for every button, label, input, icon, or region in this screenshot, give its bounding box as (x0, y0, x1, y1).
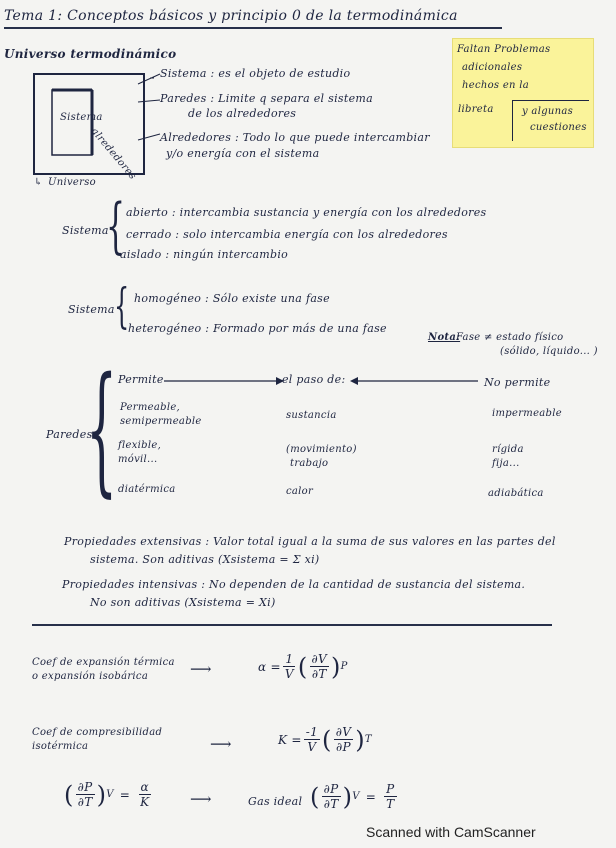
phase-note-text: Fase ≠ estado físico (456, 332, 564, 343)
kappa-dp: ∂P (336, 740, 351, 754)
walls-header-right: No permite (484, 376, 551, 389)
kappa-formula: K = $\frac{-1}{V}$ ( $\frac{\partial V}{\partial P}$ ) T (278, 725, 372, 754)
phase-homogeneo: homogéneo : Sólo existe una fase (134, 292, 330, 305)
gas-p: P (386, 782, 395, 796)
alpha-v: V (284, 667, 294, 681)
alpha-label-1: Coef de expansión térmica (32, 657, 175, 668)
def-paredes-2: de los alrededores (188, 107, 297, 120)
alpha-arrow-icon: ⟶ (190, 660, 212, 678)
note-line-2: adicionales (462, 62, 523, 73)
alpha-dv: ∂V (311, 652, 327, 666)
wall-row-1-left-1: Permeable, (120, 402, 181, 413)
kappa-lhs: K = (278, 732, 302, 747)
kappa-arrow-icon: ⟶ (210, 735, 232, 753)
phase-heterogeneo: heterogéneo : Formado por más de una fase (128, 322, 387, 335)
alpha-lhs: α = (258, 659, 281, 674)
system-phases-label: Sistema (68, 303, 115, 316)
alpha-label-2: o expansión isobárica (32, 671, 149, 682)
system-type-aislado: aislado : ningún intercambio (120, 248, 289, 261)
wall-row-2-mid-2: trabajo (290, 458, 329, 469)
walls-header-mid: el paso de: (282, 373, 346, 386)
note-boxed-2: cuestiones (530, 122, 587, 133)
kappa-dv: ∂V (335, 725, 352, 739)
wall-row-1-right: impermeable (492, 408, 562, 419)
gas-dp: ∂P (323, 782, 339, 796)
page-title: Tema 1: Conceptos básicos y principio 0 de la termodinámica (4, 8, 458, 24)
relation-arrow-icon: ⟶ (190, 790, 212, 808)
alpha-one: 1 (285, 652, 294, 666)
wall-row-2-right-1: rígida (492, 444, 524, 455)
gas-eq: = (365, 789, 377, 804)
walls-brace: { (86, 348, 118, 511)
wall-row-2-left-1: flexible, (118, 440, 162, 451)
gas-sub-v: V (352, 791, 360, 802)
scanner-watermark: Scanned with CamScanner (366, 824, 536, 840)
system-types-label: Sistema (62, 224, 109, 237)
relation-alpha: α (140, 780, 149, 794)
kappa-label-1: Coef de compresibilidad (32, 727, 163, 738)
relation-eq: = (119, 787, 131, 802)
wall-row-2-left-2: móvil... (118, 454, 158, 465)
wall-row-3-right: adiabática (488, 488, 544, 499)
title-underline (4, 27, 502, 29)
kappa-v: V (307, 740, 317, 754)
intensive-line-2: No son aditivas (Xsistema = Xi) (90, 596, 276, 609)
wall-row-2-right-2: fija... (492, 458, 520, 469)
section-divider (32, 624, 552, 626)
kappa-label-2: isotérmica (32, 741, 89, 752)
diagram-arrow-icon: ↳ (34, 177, 43, 188)
system-phases-brace: { (114, 278, 130, 334)
def-alrededores: Alrededores : Todo lo que puede intercambiar (160, 131, 430, 144)
wall-row-2-mid-1: (movimiento) (286, 444, 357, 455)
system-type-cerrado: cerrado : solo intercambia energía con los alrededores (126, 228, 448, 241)
phase-note-label: Nota: (428, 332, 461, 343)
wall-row-3-left: diatérmica (118, 484, 176, 495)
walls-header-left: Permite (118, 373, 164, 386)
diagram-label-alrededores: alrededores (88, 126, 138, 182)
extensive-line-2: sistema. Son aditivas (Xsistema = Σ xi) (90, 553, 320, 566)
relation-sub-v: V (106, 789, 114, 800)
alpha-formula: α = $\frac{1}{V}$ ( $\frac{\partial V}{\partial T}$ ) P (258, 652, 348, 681)
extensive-line-1: Propiedades extensivas : Valor total igual a la suma de sus valores en las partes del (64, 535, 556, 548)
walls-label: Paredes (46, 428, 93, 441)
note-line-1: Faltan Problemas (457, 44, 551, 55)
wall-row-1-mid: sustancia (286, 410, 337, 421)
note-line-3: hechos en la (462, 80, 530, 91)
kappa-sub-t: T (364, 734, 372, 745)
relation-dt: ∂T (77, 795, 93, 809)
def-alrededores-2: y/o energía con el sistema (166, 147, 320, 160)
gas-t: T (386, 797, 395, 811)
gas-dt: ∂T (323, 797, 339, 811)
note-line-4: libreta (458, 104, 494, 115)
def-sistema: Sistema : es el objeto de estudio (160, 67, 351, 80)
wall-row-3-mid: calor (286, 486, 314, 497)
relation-dp: ∂P (77, 780, 93, 794)
diagram-label-sistema: Sistema (60, 112, 103, 123)
diagram-label-universo: Universo (48, 177, 96, 188)
gas-ideal-formula: ( $\frac{\partial P}{\partial T}$ ) V = $\frac{P}{T}$ (310, 782, 395, 811)
intensive-line-1: Propiedades intensivas : No dependen de la cantidad de sustancia del sistema. (62, 578, 526, 591)
alpha-dt: ∂T (311, 667, 327, 681)
alpha-sub-p: P (340, 661, 348, 672)
universe-heading: Universo termodinámico (4, 47, 177, 61)
wall-row-1-left-2: semipermeable (120, 416, 202, 427)
note-boxed-1: y algunas (522, 106, 574, 117)
phase-note-sub: (sólido, líquido... ) (500, 346, 598, 357)
system-types-brace: { (106, 191, 126, 261)
system-type-abierto: abierto : intercambia sustancia y energía con los alrededores (126, 206, 487, 219)
relation-k: K (140, 795, 150, 809)
relation-formula: ( $\frac{\partial P}{\partial T}$ ) V = $\frac{\alpha}{K}$ (64, 780, 150, 809)
gas-ideal-label: Gas ideal (248, 795, 303, 808)
kappa-minus-one: -1 (305, 725, 319, 739)
def-paredes: Paredes : Limite q separa el sistema (160, 92, 373, 105)
